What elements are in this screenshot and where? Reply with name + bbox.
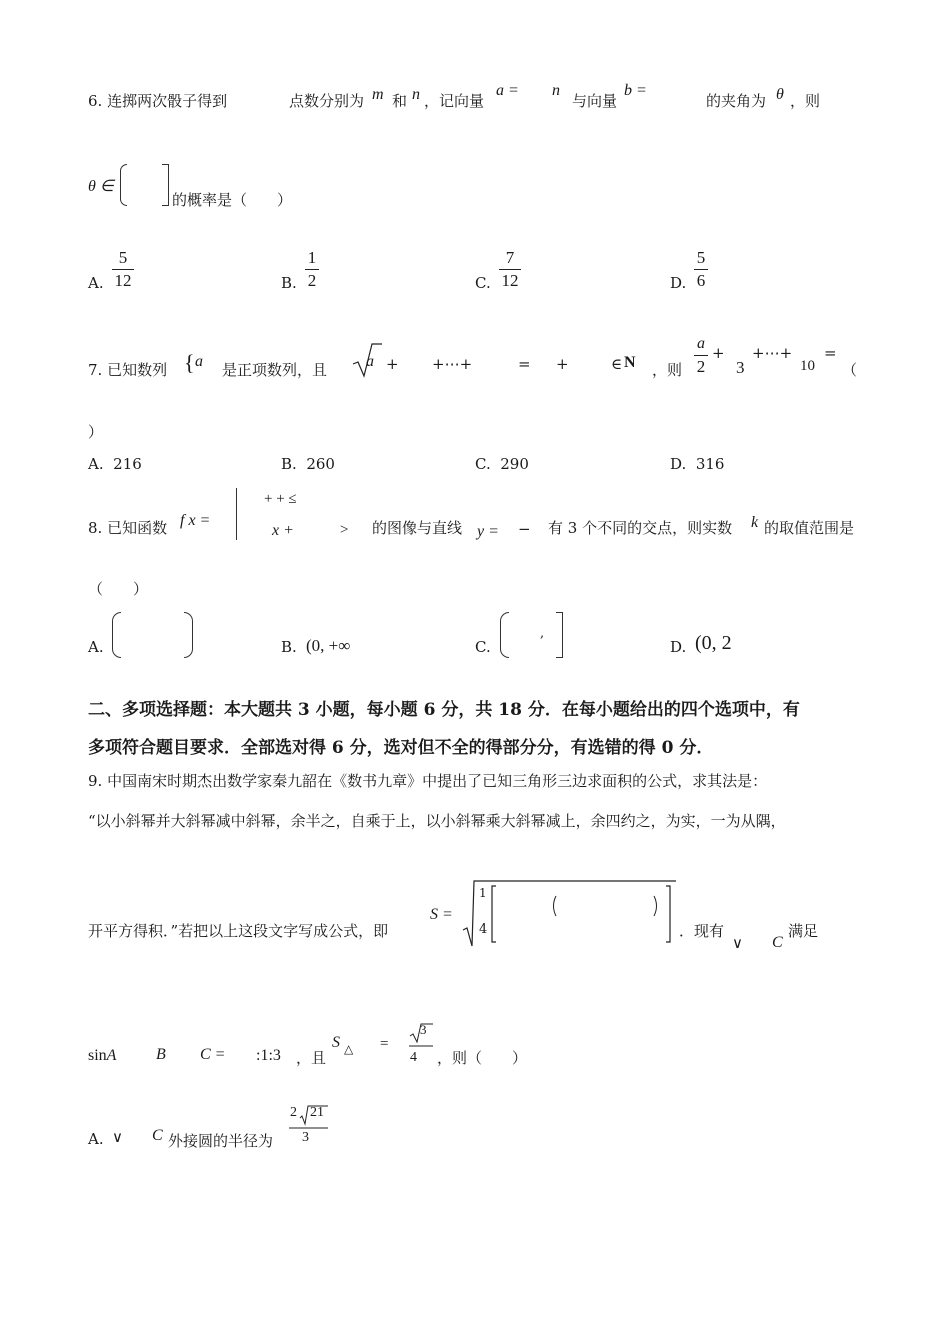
- q9-option-a-triangle[interactable]: ∨: [112, 1130, 123, 1146]
- q8-option-c-label[interactable]: C.: [475, 638, 491, 656]
- q9-line-2: “以小斜幂并大斜幂减中斜幂，余半之，自乘于上，以小斜幂乘大斜幂减上，余四约之，为实，一为从隅，: [88, 812, 786, 830]
- q7-text-2: ，则: [652, 361, 683, 379]
- q9-sqrt-four: 4: [479, 922, 488, 937]
- q7-set-N: N: [624, 354, 636, 371]
- q7-option-d[interactable]: D. 316: [670, 455, 725, 473]
- q6-text-1: 点数分别为: [289, 92, 365, 110]
- q9-text-4: ，则（ ）: [437, 1049, 528, 1067]
- q8-minus: −: [518, 520, 531, 538]
- q6-var-m: m: [372, 86, 384, 103]
- q6-theta: θ: [776, 86, 784, 103]
- q8-case-2-x: x +: [272, 522, 294, 539]
- q7-brace: {: [184, 350, 195, 375]
- q6-option-d-fraction[interactable]: 5 6: [694, 248, 708, 291]
- q9-C-eq: C =: [200, 1046, 226, 1063]
- q7-paren-open: （: [842, 361, 858, 379]
- q8-y-eq: y =: [477, 523, 499, 540]
- q8-prefix: 8. 已知函数: [88, 519, 168, 537]
- q6-interval-close-bracket: [162, 164, 169, 206]
- q7-in: ∈: [611, 355, 623, 373]
- q6-text-6: 的概率是（ ）: [172, 191, 293, 209]
- q6-text-2: ，记向量: [424, 92, 485, 110]
- q9-triangle-symbol: ∨: [732, 936, 743, 952]
- q9-text-2: 满足: [788, 922, 819, 940]
- q9-var-C: C: [772, 934, 783, 951]
- q7-sqrt-a: a: [366, 353, 374, 370]
- q7-option-c[interactable]: C. 290: [475, 455, 529, 473]
- q8-option-a-label[interactable]: A.: [88, 638, 104, 656]
- q9-option-a-num-coef[interactable]: 2: [290, 1105, 297, 1120]
- section2-header-line1: 二、多项选择题：本大题共 3 小题，每小题 6 分，共 18 分．在每小题给出的四个选项中，有: [88, 700, 800, 720]
- q7-text-1: 是正项数列，且: [222, 361, 328, 379]
- q9-sqrt-one: 1: [479, 886, 487, 900]
- q9-option-a-label[interactable]: A.: [88, 1130, 104, 1148]
- q9-line-1: 9. 中国南宋时期杰出数学家秦九韶在《数书九章》中提出了已知三角形三边求面积的公式，求其法是：: [88, 772, 768, 790]
- q7-var-a: a: [195, 353, 203, 370]
- q9-sinA: sinA: [88, 1047, 117, 1064]
- q7-sum-dots: +⋯+: [752, 344, 793, 362]
- q6-option-c-label[interactable]: C.: [475, 274, 491, 292]
- q9-var-B: B: [156, 1046, 166, 1063]
- q9-line-3: 开平方得积．”若把以上这段文字写成公式，即: [88, 922, 389, 940]
- q8-paren: （ ）: [88, 580, 149, 598]
- q8-option-a-close-paren[interactable]: [184, 612, 193, 658]
- q7-option-b[interactable]: B. 260: [281, 455, 335, 473]
- q9-sqrt-sign: [462, 878, 677, 948]
- q9-option-a-den[interactable]: 3: [302, 1130, 309, 1145]
- q7-plus: +: [386, 355, 399, 373]
- q8-text-2: 有 3 个不同的交点，则实数: [548, 519, 733, 537]
- q9-S-eq: S =: [430, 906, 453, 923]
- q9-S-eq-2: =: [380, 1036, 389, 1052]
- q9-area-frac-den: 4: [410, 1050, 417, 1065]
- q7-sum-eq: =: [824, 344, 837, 362]
- q8-text-3: 的取值范围是: [764, 519, 855, 537]
- q9-option-a-text[interactable]: 外接圆的半径为: [168, 1132, 274, 1150]
- q7-dots: +⋯+: [432, 355, 473, 373]
- q7-sum-plus: +: [712, 344, 725, 362]
- q6-var-n: n: [412, 86, 420, 103]
- q6-text-4: 的夹角为: [706, 92, 767, 110]
- q8-option-c-close-bracket[interactable]: [556, 612, 563, 658]
- q7-option-a[interactable]: A. 216: [88, 455, 142, 473]
- q9-option-a-num-radicand[interactable]: 21: [310, 1105, 324, 1120]
- q6-and: 和: [392, 92, 408, 110]
- q6-text-3: 与向量: [572, 92, 618, 110]
- q8-option-a-open-paren[interactable]: [112, 612, 121, 658]
- q6-vector-a-n: n: [552, 82, 560, 99]
- q8-option-c-comma[interactable]: ,: [540, 626, 545, 641]
- section2-header-line2: 多项符合题目要求．全部选对得 6 分，选对但不全的得部分分，有选错的得 0 分．: [88, 738, 714, 758]
- q7-plus-2: +: [556, 355, 569, 373]
- q9-triangle-sub: △: [344, 1042, 354, 1056]
- q7-sum-first-fraction: a 2: [694, 334, 708, 377]
- q9-text-1: ．现有: [679, 922, 725, 940]
- q6-interval-open-bracket: [120, 164, 127, 206]
- q6-vector-b: b =: [624, 82, 647, 99]
- q6-option-b-fraction[interactable]: 1 2: [305, 248, 319, 291]
- q6-vector-a: a =: [496, 82, 519, 99]
- q7-paren-close: ）: [88, 423, 104, 441]
- q6-theta-in: θ ∈: [88, 178, 114, 195]
- q6-option-a-label[interactable]: A.: [88, 274, 104, 292]
- q8-text-1: 的图像与直线: [372, 519, 463, 537]
- q7-sum-last-den: 10: [800, 358, 815, 374]
- q8-var-k: k: [751, 514, 759, 531]
- q9-area-frac-top: 3: [420, 1022, 427, 1037]
- q9-option-a-var-C[interactable]: C: [152, 1127, 163, 1144]
- q8-piecewise-brace: [236, 488, 243, 540]
- q6-option-b-label[interactable]: B.: [281, 274, 297, 292]
- q6-option-d-label[interactable]: D.: [670, 274, 687, 292]
- q7-eq: =: [518, 355, 531, 373]
- q7-sum-second-den: 3: [736, 358, 745, 377]
- q8-option-b-value[interactable]: (0, +∞: [306, 636, 351, 655]
- q8-option-b-label[interactable]: B.: [281, 638, 297, 656]
- q6-text-5: ，则: [790, 92, 821, 110]
- q8-option-d-value[interactable]: (0, 2: [695, 632, 732, 654]
- q6-prefix: 6. 连掷两次骰子得到: [88, 92, 228, 110]
- q6-option-a-fraction[interactable]: 5 12: [112, 248, 134, 291]
- q8-case-2-gt: >: [340, 522, 349, 538]
- q8-option-d-label[interactable]: D.: [670, 638, 687, 656]
- q9-text-3: ，且: [296, 1049, 327, 1067]
- q8-option-c-open-paren[interactable]: [500, 612, 509, 658]
- q6-option-c-fraction[interactable]: 7 12: [499, 248, 521, 291]
- q8-fx: f x =: [180, 512, 211, 529]
- q8-case-1: + + ≤: [264, 491, 297, 507]
- q9-ratio: :1:3: [256, 1047, 281, 1064]
- q7-prefix: 7. 已知数列: [88, 361, 168, 379]
- q9-S-triangle: S: [332, 1034, 340, 1051]
